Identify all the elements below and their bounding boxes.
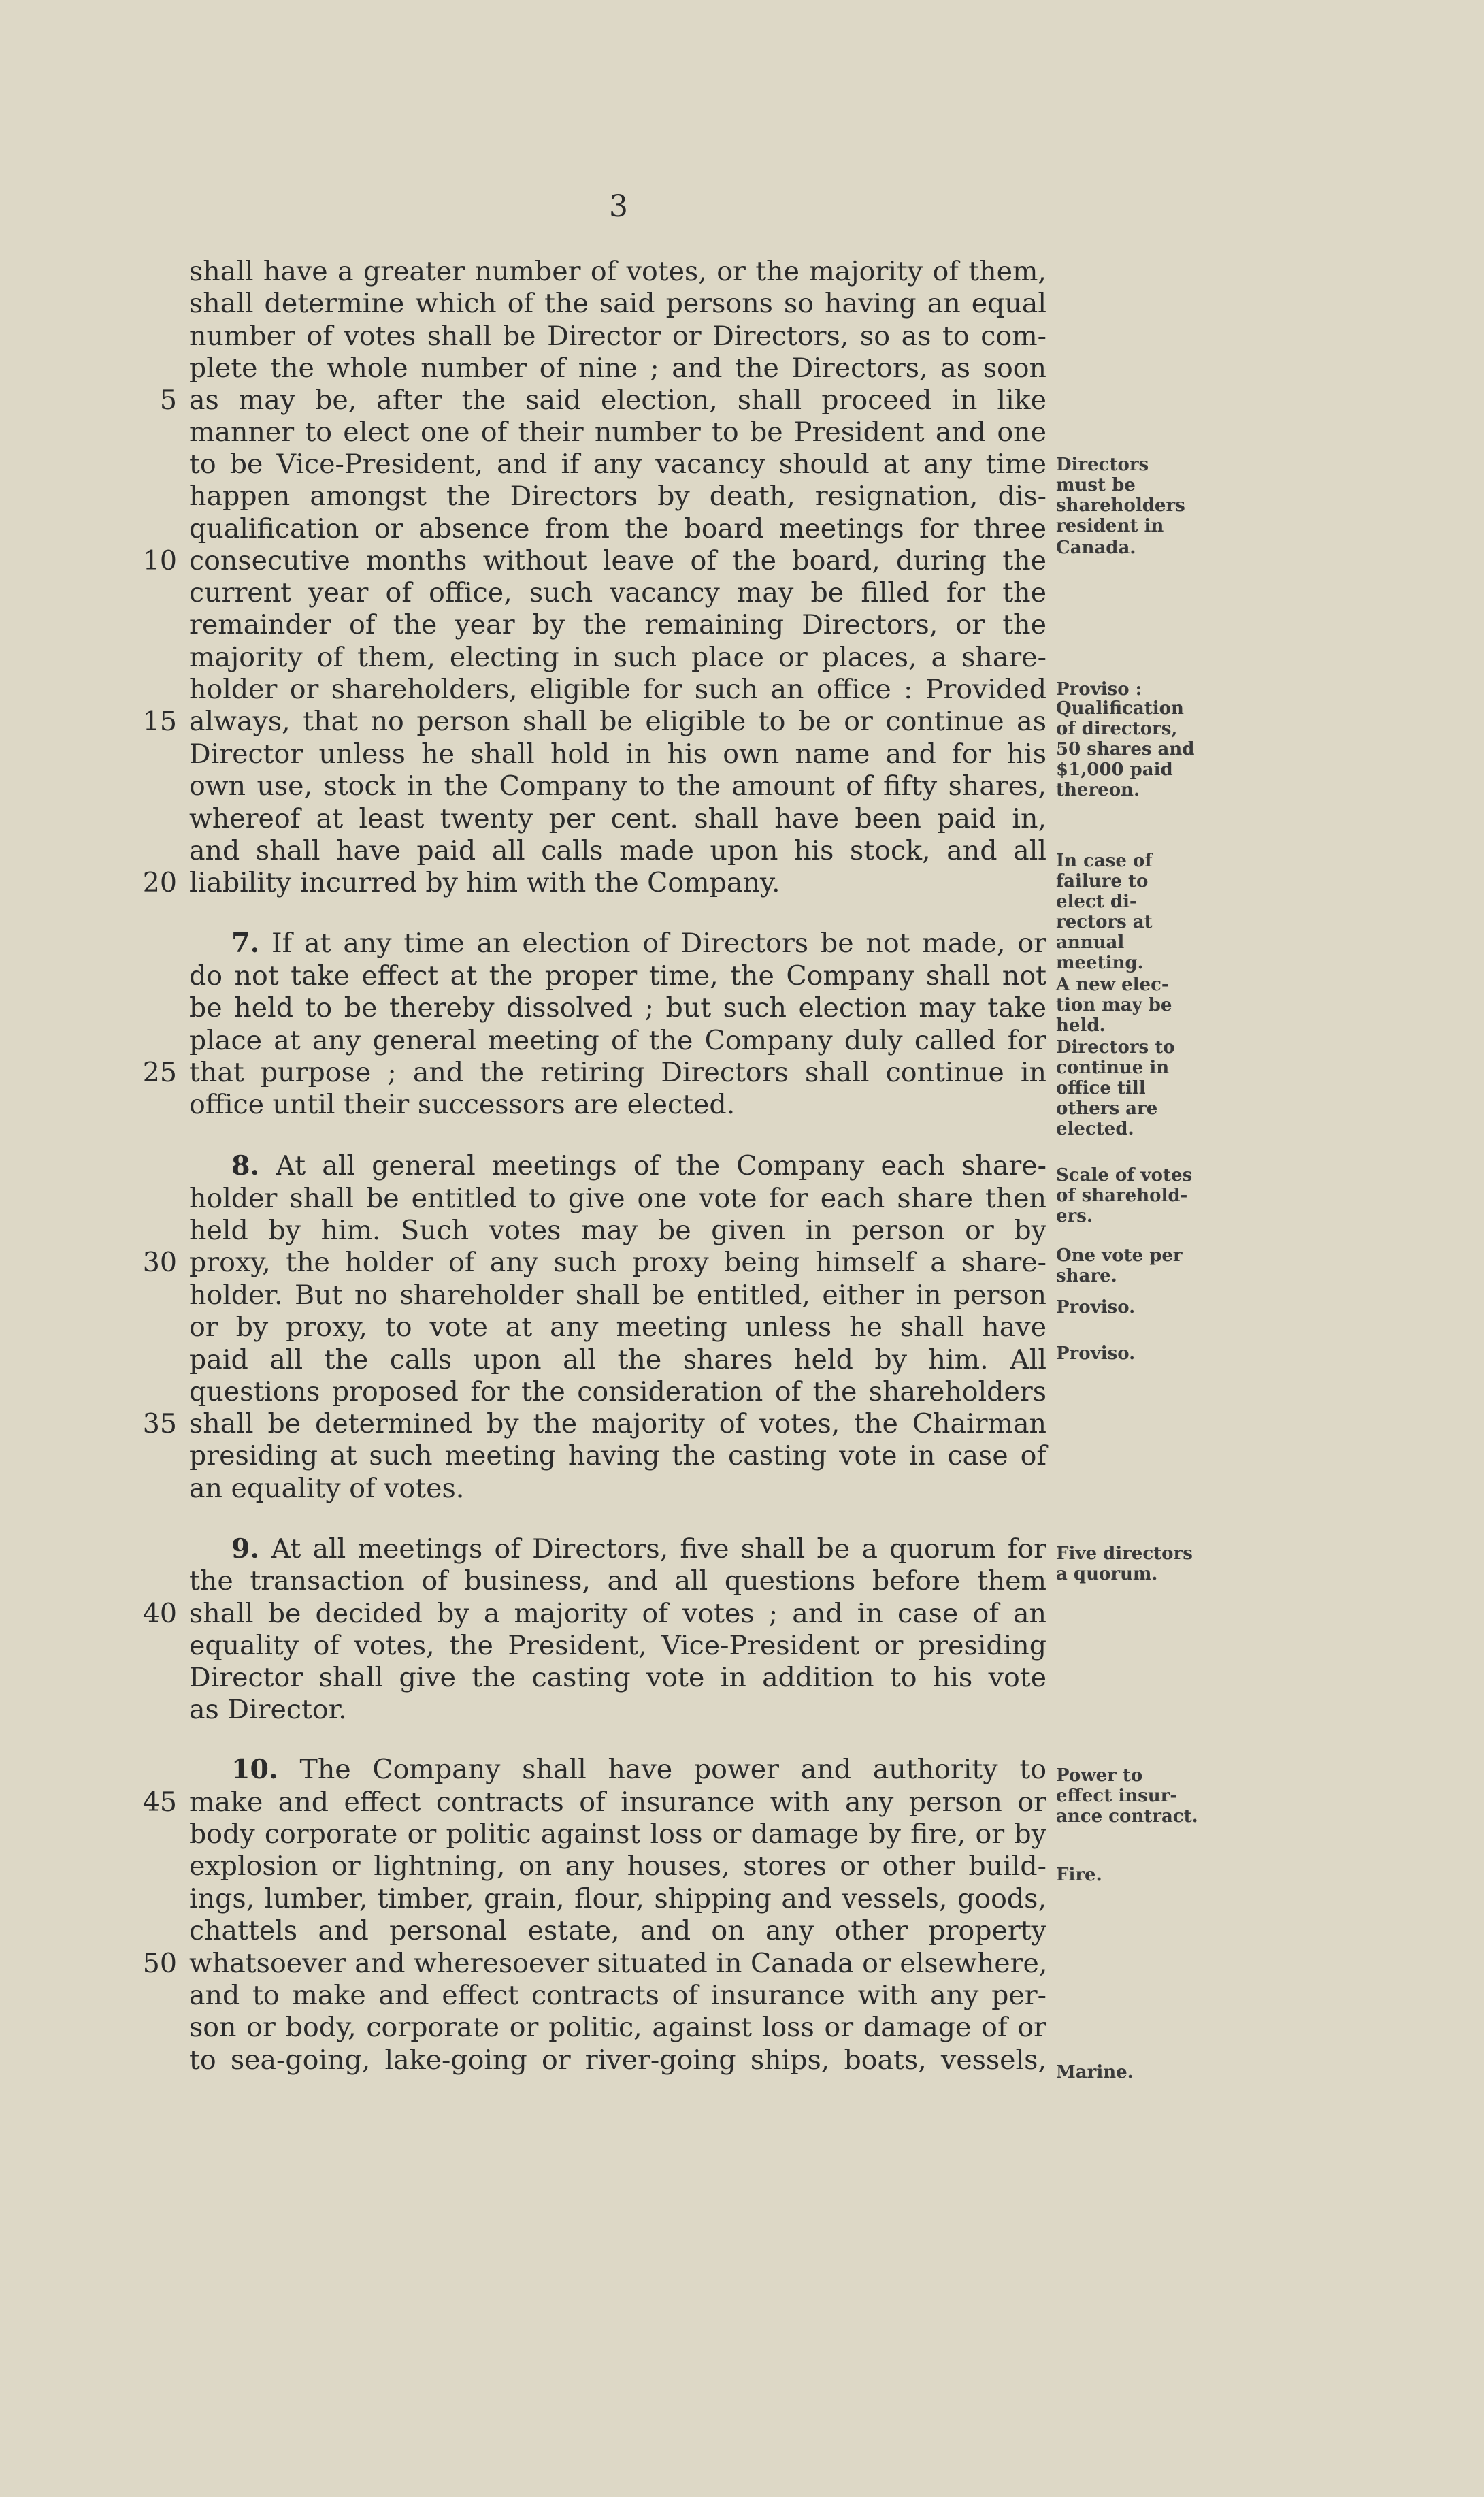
line-text: an equality of votes. (189, 1473, 465, 1504)
margin-note: rectors at (1056, 912, 1153, 932)
text-line (189, 992, 1046, 1024)
line-text: holder. But no shareholder shall be entitled, either in person (189, 1279, 1046, 1311)
margin-note: Proviso. (1056, 1297, 1136, 1318)
text-line (189, 288, 1046, 320)
margin-note: Power to (1056, 1765, 1143, 1786)
line-text: number of votes shall be Director or Directors, so as to com- (189, 321, 1046, 352)
margin-note: failure to (1056, 871, 1149, 892)
line-text: holder or shareholders, eligible for such an office : Provided (189, 674, 1046, 705)
line-text: qualification or absence from the board meetings for three (189, 513, 1046, 544)
line-number: 30 (142, 1247, 177, 1278)
margin-note: One vote per (1056, 1245, 1183, 1266)
margin-note: elect di- (1056, 892, 1137, 912)
line-text: as may be, after the said election, shall proceed in like (189, 385, 1046, 416)
text-line (189, 609, 1046, 641)
line-text: chattels and personal estate, and on any other property (189, 1915, 1046, 1946)
margin-note: thereon. (1056, 780, 1140, 800)
line-text: liability incurred by him with the Company. (189, 867, 780, 898)
margin-note: Fire. (1056, 1865, 1102, 1885)
text-line (189, 2012, 1046, 2044)
line-text: If at any time an election of Directors be not made, or (259, 928, 1046, 959)
text-line (189, 1565, 1046, 1597)
margin-note: Canada. (1056, 538, 1136, 558)
margin-note: Proviso. (1056, 1343, 1136, 1364)
text-line (189, 545, 1046, 577)
text-line (189, 385, 1046, 417)
margin-note: must be (1056, 475, 1136, 495)
line-text: to sea-going, lake-going or river-going ships, boats, vessels, (189, 2044, 1046, 2076)
margin-note: Directors (1056, 455, 1149, 475)
line-text: remainder of the year by the remaining Directors, or the (189, 609, 1046, 640)
margin-note: shareholders (1056, 495, 1185, 516)
text-line (189, 1473, 1046, 1505)
text-line (189, 1215, 1046, 1247)
line-text: majority of them, electing in such place or places, a share- (189, 642, 1046, 673)
text-line (189, 1694, 1046, 1726)
line-text: happen amongst the Directors by death, resignation, dis- (189, 480, 1046, 512)
text-line (189, 256, 1046, 288)
line-text: that purpose ; and the retiring Directors shall continue in (189, 1057, 1046, 1088)
line-text: Director shall give the casting vote in addition to his vote (189, 1662, 1046, 1693)
text-line (189, 1057, 1046, 1089)
text-line (189, 867, 1046, 899)
margin-note: continue in (1056, 1058, 1170, 1078)
text-line (189, 960, 1046, 992)
margin-note: Proviso : (1056, 679, 1142, 700)
text-line (189, 706, 1046, 738)
margin-note: Qualification (1056, 698, 1184, 719)
line-text: At all general meetings of the Company each share- (259, 1150, 1046, 1181)
text-line (231, 928, 1046, 960)
text-line (231, 1754, 1046, 1786)
text-line (189, 770, 1046, 802)
line-number: 20 (142, 867, 177, 898)
line-text: presiding at such meeting having the casting vote in case of (189, 1440, 1046, 1471)
line-text: At all meetings of Directors, five shall be a quorum for (259, 1533, 1046, 1565)
line-text: current year of office, such vacancy may be filled for the (189, 577, 1046, 608)
line-number: 25 (142, 1057, 177, 1088)
text-line (189, 417, 1046, 448)
text-line (189, 738, 1046, 770)
line-text: whatsoever and wheresoever situated in Canada or elsewhere, (189, 1948, 1048, 1979)
margin-note: effect insur- (1056, 1786, 1178, 1806)
line-text: to be Vice-President, and if any vacancy should at any time (189, 448, 1046, 480)
line-text: and shall have paid all calls made upon his stock, and all (189, 835, 1046, 866)
text-line (189, 1408, 1046, 1440)
line-text: held by him. Such votes may be given in person or by (189, 1215, 1046, 1246)
text-line (189, 2044, 1046, 2076)
margin-note: 50 shares and (1056, 739, 1195, 760)
text-line (189, 321, 1046, 353)
margin-note: Marine. (1056, 2062, 1134, 2083)
margin-note: of sharehold- (1056, 1186, 1188, 1206)
line-text: shall be decided by a majority of votes ; and in case of an (189, 1598, 1046, 1629)
section-number: 9. (231, 1533, 260, 1565)
margin-note: elected. (1056, 1119, 1134, 1139)
line-text: own use, stock in the Company to the amount of fifty shares, (189, 770, 1046, 802)
text-line (189, 1948, 1046, 1980)
text-line (189, 1786, 1046, 1818)
text-line (189, 1662, 1046, 1694)
line-text: be held to be thereby dissolved ; but such election may take (189, 992, 1046, 1024)
text-line (189, 1311, 1046, 1343)
margin-note: ers. (1056, 1206, 1093, 1226)
margin-note: Five directors (1056, 1544, 1193, 1564)
margin-note: Directors to (1056, 1037, 1175, 1058)
line-text: proxy, the holder of any such proxy being himself a share- (189, 1247, 1046, 1278)
line-text: Director unless he shall hold in his own name and for his (189, 738, 1046, 770)
line-text: son or body, corporate or politic, against loss or damage of or (189, 2012, 1046, 2043)
text-line (189, 1630, 1046, 1662)
line-number: 15 (142, 706, 177, 737)
line-text: or by proxy, to vote at any meeting unless he shall have (189, 1311, 1046, 1343)
text-line (189, 1883, 1046, 1915)
margin-note: ance contract. (1056, 1806, 1198, 1827)
line-text: ings, lumber, timber, grain, flour, shipping and vessels, goods, (189, 1883, 1046, 1914)
line-text: The Company shall have power and authority to (278, 1754, 1046, 1785)
margin-note: others are (1056, 1098, 1158, 1119)
text-line (189, 448, 1046, 480)
text-line (189, 1344, 1046, 1376)
line-text: whereof at least twenty per cent. shall have been paid in, (189, 803, 1046, 834)
line-text: shall have a greater number of votes, or the majority of them, (189, 256, 1046, 287)
line-text: shall determine which of the said persons so having an equal (189, 288, 1046, 319)
line-text: place at any general meeting of the Company duly called for (189, 1025, 1046, 1056)
line-text: paid all the calls upon all the shares held by him. All (189, 1344, 1046, 1375)
text-line (189, 1850, 1046, 1882)
margin-note: share. (1056, 1266, 1117, 1286)
text-line (189, 1183, 1046, 1215)
margin-note: held. (1056, 1015, 1106, 1036)
line-text: questions proposed for the consideration of the shareholders (189, 1376, 1046, 1407)
line-number: 50 (142, 1948, 177, 1979)
line-text: equality of votes, the President, Vice-President or presiding (189, 1630, 1046, 1661)
line-number: 10 (142, 545, 177, 576)
margin-note: Scale of votes (1056, 1165, 1193, 1186)
text-line (189, 480, 1046, 512)
line-text: explosion or lightning, on any houses, stores or other build- (189, 1850, 1046, 1882)
text-line (189, 674, 1046, 706)
section-number: 7. (231, 928, 260, 959)
text-line (189, 642, 1046, 674)
text-line (189, 1915, 1046, 1947)
line-number: 40 (142, 1598, 177, 1629)
text-line (189, 1818, 1046, 1850)
text-line (189, 1279, 1046, 1311)
line-text: plete the whole number of nine ; and the Directors, as soon (189, 353, 1046, 384)
line-text: holder shall be entitled to give one vote for each share then (189, 1183, 1046, 1214)
section-number: 8. (231, 1150, 260, 1181)
margin-note: $1,000 paid (1056, 760, 1173, 780)
margin-note: of directors, (1056, 719, 1178, 739)
text-line (189, 1440, 1046, 1472)
section-number: 10. (231, 1754, 278, 1785)
page-number: 3 (609, 189, 628, 224)
line-number: 45 (142, 1786, 177, 1818)
text-line (189, 835, 1046, 867)
line-text: office until their successors are elected. (189, 1089, 736, 1120)
text-line (189, 1089, 1046, 1121)
line-text: always, that no person shall be eligible to be or continue as (189, 706, 1046, 737)
text-line (189, 513, 1046, 545)
text-line (189, 353, 1046, 385)
text-line (189, 1980, 1046, 2012)
line-number: 35 (142, 1408, 177, 1439)
margin-note: resident in (1056, 516, 1164, 536)
line-text: shall be determined by the majority of votes, the Chairman (189, 1408, 1046, 1439)
text-line (189, 1376, 1046, 1408)
margin-note: A new elec- (1056, 975, 1169, 995)
line-text: do not take effect at the proper time, the Company shall not (189, 960, 1046, 992)
line-text: the transaction of business, and all questions before them (189, 1565, 1046, 1597)
line-number: 5 (159, 385, 177, 416)
line-text: as Director. (189, 1694, 347, 1725)
text-line (189, 1598, 1046, 1630)
margin-note: a quorum. (1056, 1564, 1158, 1584)
text-line (189, 1025, 1046, 1057)
margin-note: annual (1056, 932, 1125, 953)
margin-note: meeting. (1056, 953, 1144, 973)
margin-note: In case of (1056, 851, 1153, 871)
margin-note: tion may be (1056, 995, 1172, 1015)
line-text: consecutive months without leave of the board, during the (189, 545, 1046, 576)
margin-note: office till (1056, 1078, 1146, 1098)
text-line (189, 1247, 1046, 1279)
text-line (189, 803, 1046, 835)
line-text: make and effect contracts of insurance with any person or (189, 1786, 1046, 1818)
text-line (189, 577, 1046, 609)
text-line (231, 1150, 1046, 1182)
line-text: and to make and effect contracts of insurance with any per- (189, 1980, 1046, 2011)
line-text: manner to elect one of their number to be President and one (189, 417, 1046, 448)
text-line (231, 1533, 1046, 1565)
line-text: body corporate or politic against loss or damage by fire, or by (189, 1818, 1046, 1850)
